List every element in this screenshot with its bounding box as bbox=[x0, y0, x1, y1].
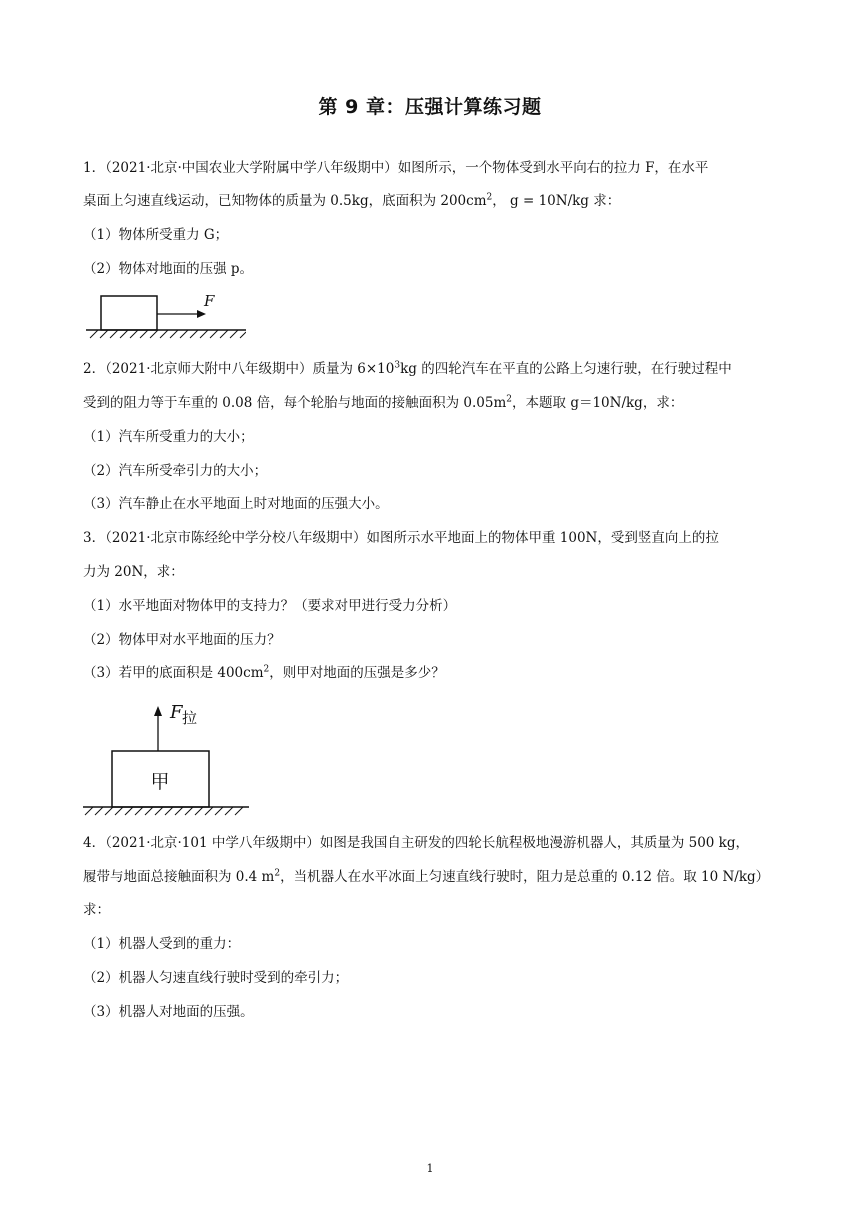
q3-force-label: F bbox=[170, 702, 183, 723]
q3-force-subscript: 拉 bbox=[182, 709, 198, 727]
q1-stem-line-2-sup: 2 bbox=[486, 192, 493, 203]
q4-subquestion-2: （2）机器人匀速直线行驶时受到的牵引力； bbox=[83, 970, 349, 986]
q1-subquestion-1: （1）物体所受重力 G； bbox=[83, 227, 229, 243]
q2-stem-line-1-tail: kg 的四轮汽车在平直的公路上匀速行驶，在行驶过程中 bbox=[400, 361, 732, 377]
q3-force-arrowhead bbox=[154, 706, 162, 716]
q3-stem-line-2: 力为 20N，求： bbox=[83, 564, 184, 580]
q1-figure bbox=[86, 290, 246, 340]
q4-stem-line-1: 4．（2021·北京·101 中学八年级期中）如图是我国自主研发的四轮长航程极地漫游机器人，其质量为 500 kg， bbox=[83, 835, 750, 851]
q2-stem-line-1 bbox=[83, 359, 732, 379]
q3-figure bbox=[83, 698, 253, 816]
q1-subquestion-2: （2）物体对地面的压强 p。 bbox=[83, 261, 254, 277]
q2-stem-line-1-sup: 3 bbox=[394, 360, 401, 371]
q1-stem-line-2 bbox=[83, 191, 620, 211]
page-title: 第 9 章：压强计算练习题 bbox=[318, 96, 542, 118]
q3-subquestion-1: （1）水平地面对物体甲的支持力？（要求对甲进行受力分析） bbox=[83, 598, 457, 614]
q4-stem-line-2-sup: 2 bbox=[274, 868, 281, 879]
q3-subquestion-2: （2）物体甲对水平地面的压力？ bbox=[83, 632, 281, 648]
q2-subquestion-3: （3）汽车静止在水平地面上时对地面的压强大小。 bbox=[83, 496, 389, 512]
q3-subquestion-3-tail: ，则甲对地面的压强是多少？ bbox=[269, 665, 445, 681]
q2-stem-line-2-text: 受到的阻力等于车重的 0.08 倍，每个轮胎与地面的接触面积为 0.05m bbox=[83, 395, 507, 411]
q2-stem-line-2 bbox=[83, 393, 683, 413]
q1-force-arrowhead bbox=[197, 310, 206, 318]
q4-stem-line-2-tail: ，当机器人在水平冰面上匀速直线行驶时，阻力是总重的 0.12 倍。取 10 N/kg） bbox=[280, 869, 770, 885]
q2-subquestion-1: （1）汽车所受重力的大小； bbox=[83, 429, 254, 445]
q2-stem-line-1-text: 2．（2021·北京师大附中八年级期中）质量为 6×10 bbox=[83, 361, 395, 377]
q4-subquestion-1: （1）机器人受到的重力： bbox=[83, 936, 241, 952]
q1-force-label: F bbox=[204, 292, 215, 310]
q1-stem-line-2-tail: ， g = 10N/kg 求： bbox=[492, 193, 621, 209]
q4-stem-line-2-text: 履带与地面总接触面积为 0.4 m bbox=[83, 869, 275, 885]
q1-ground-hatch bbox=[90, 330, 246, 338]
q4-stem-line-2 bbox=[83, 867, 769, 887]
q1-stem-line-1: 1．（2021·北京·中国农业大学附属中学八年级期中）如图所示，一个物体受到水平向右的拉力 F，在水平 bbox=[83, 160, 709, 176]
q3-subquestion-3-text: （3）若甲的底面积是 400cm bbox=[83, 665, 264, 681]
q3-stem-line-1: 3．（2021·北京市陈经纶中学分校八年级期中）如图所示水平地面上的物体甲重 100N，受到竖直向上的拉 bbox=[83, 530, 719, 546]
q4-stem-line-3: 求： bbox=[83, 902, 110, 918]
q3-ground-hatch bbox=[85, 807, 243, 815]
q3-subquestion-3 bbox=[83, 663, 445, 683]
q2-stem-line-2-sup: 2 bbox=[506, 394, 513, 405]
q4-subquestion-3: （3）机器人对地面的压强。 bbox=[83, 1004, 254, 1020]
q3-subquestion-3-sup: 2 bbox=[263, 664, 270, 675]
q1-stem-line-2-text: 桌面上匀速直线运动，已知物体的质量为 0.5kg，底面积为 200cm bbox=[83, 193, 487, 209]
q3-block-label: 甲 bbox=[150, 771, 170, 793]
q2-subquestion-2: （2）汽车所受牵引力的大小； bbox=[83, 463, 268, 479]
q1-block bbox=[101, 296, 157, 330]
q2-stem-line-2-tail: ，本题取 g＝10N/kg，求： bbox=[512, 395, 684, 411]
page-number: 1 bbox=[426, 1162, 434, 1175]
